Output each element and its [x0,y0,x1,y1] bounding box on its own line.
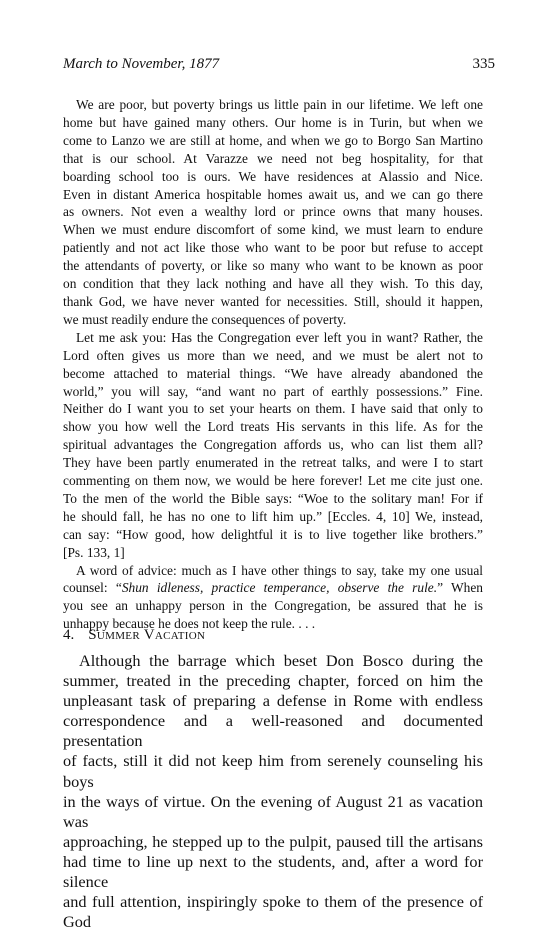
text-line: that is our school. At Varazze we need not beg hospitality, for that [63,150,483,166]
text-line: can say: “How good, how delightful it is to live together like brothers.” [63,526,483,542]
text-line: as owners. Not even a wealthy lord or prince owns that many houses. [63,204,483,220]
text-line: spiritual advantages the Congregation affords us, who can list them all? [63,437,483,453]
text-line: approaching, he stepped up to the pulpit, paused till the artisans [63,831,483,851]
text-line: in the ways of virtue. On the evening of August 21 as vacation was [63,791,483,831]
text-line: patiently and not act like those who want to be poor but refuse to accept [63,240,483,256]
text-line: world,” you will say, “and want no part of earthly possessions.” Fine. [63,383,483,399]
text-line: we must readily endure the consequences of poverty. [63,311,347,327]
text-line: They have been partly enumerated in the retreat talks, and were I to start [63,455,483,471]
text-line: Neither do I want you to set your hearts on them. I have said that only to [63,401,483,417]
text-line: unpleasant task of preparing a defense in Rome with endless [63,691,483,711]
text-line: had time to line up next to the students, and, after a word for silence [63,851,483,892]
running-title: March to November, 1877 [63,56,220,72]
text-line: show you how well the Lord treats His servants in this life. As for the [63,419,483,435]
text-line: A word of advice: much as I have other things to say, take my one usual [76,562,483,578]
page-number: 335 [472,56,495,72]
running-header [63,56,495,78]
text-line: home but have gained many others. Our home is in Turin, but when we [63,114,483,130]
text-line: of facts, still it did not keep him from serenely counseling his boys [63,751,483,791]
paragraph-4 [63,651,483,932]
text-line: Let me ask you: Has the Congregation ever left you in want? Rather, the [76,329,483,345]
text-line: the attendants of poverty, or like so many who want to be known as poor [63,258,483,274]
text-line: boarding school too is ours. We have residences at Alassio and Nice. [63,168,483,184]
section-number: 4. [63,627,75,643]
text-line: and full attention, inspiringly spoke to them of the presence of God [63,892,483,932]
paragraph-1 [63,96,483,633]
text-line: To the men of the world the Bible says: “Woe to the solitary man! For if [63,490,483,506]
text-line: he should fall, he has no one to lift him up.” [Eccles. 4, 10] We, instead, [63,508,483,524]
text-line: We are poor, but poverty brings us little pain in our lifetime. We left one [76,97,483,112]
text-line: come to Lanzo we are still at home, and when we go to Borgo San Martino [63,132,483,148]
section-title: Summer Vacation [88,627,206,643]
text-line: commenting on them now, we would be here forever! Let me cite just one. [63,473,483,489]
section-heading [63,627,483,644]
text-line: Although the barrage which beset Don Bosco during the [79,651,483,670]
text-line: become attached to material things. “We have already abandoned the [63,365,483,381]
text-span: ” When [437,580,483,596]
text-line: on condition that they lack nothing and have all they wish. To this day, [63,276,483,292]
text-line: Even in distant America hospitable homes await us, and we can go there [63,186,483,202]
text-line: thank God, we have never wanted for necessities. Still, should it happen, [63,293,483,309]
rule-quote: Shun idleness, practice temperance, observe the rule. [121,580,438,596]
text-line: [Ps. 133, 1] [63,544,125,560]
text-line [63,579,483,597]
text-line: summer, treated in the preceding chapter, forced on him the [63,671,483,691]
text-line: you see an unhappy person in the Congregation, be assured that he is [63,598,483,614]
text-line: unhappy because he does not keep the rule. . . . [63,616,316,632]
text-line: correspondence and a well-reasoned and documented presentation [63,711,483,751]
text-line: When we must endure discomfort of some kind, we must learn to endure [63,222,483,238]
text-line: Lord often gives us more than we need, and we must be alert not to [63,347,483,363]
text-span: counsel: “ [63,580,122,596]
